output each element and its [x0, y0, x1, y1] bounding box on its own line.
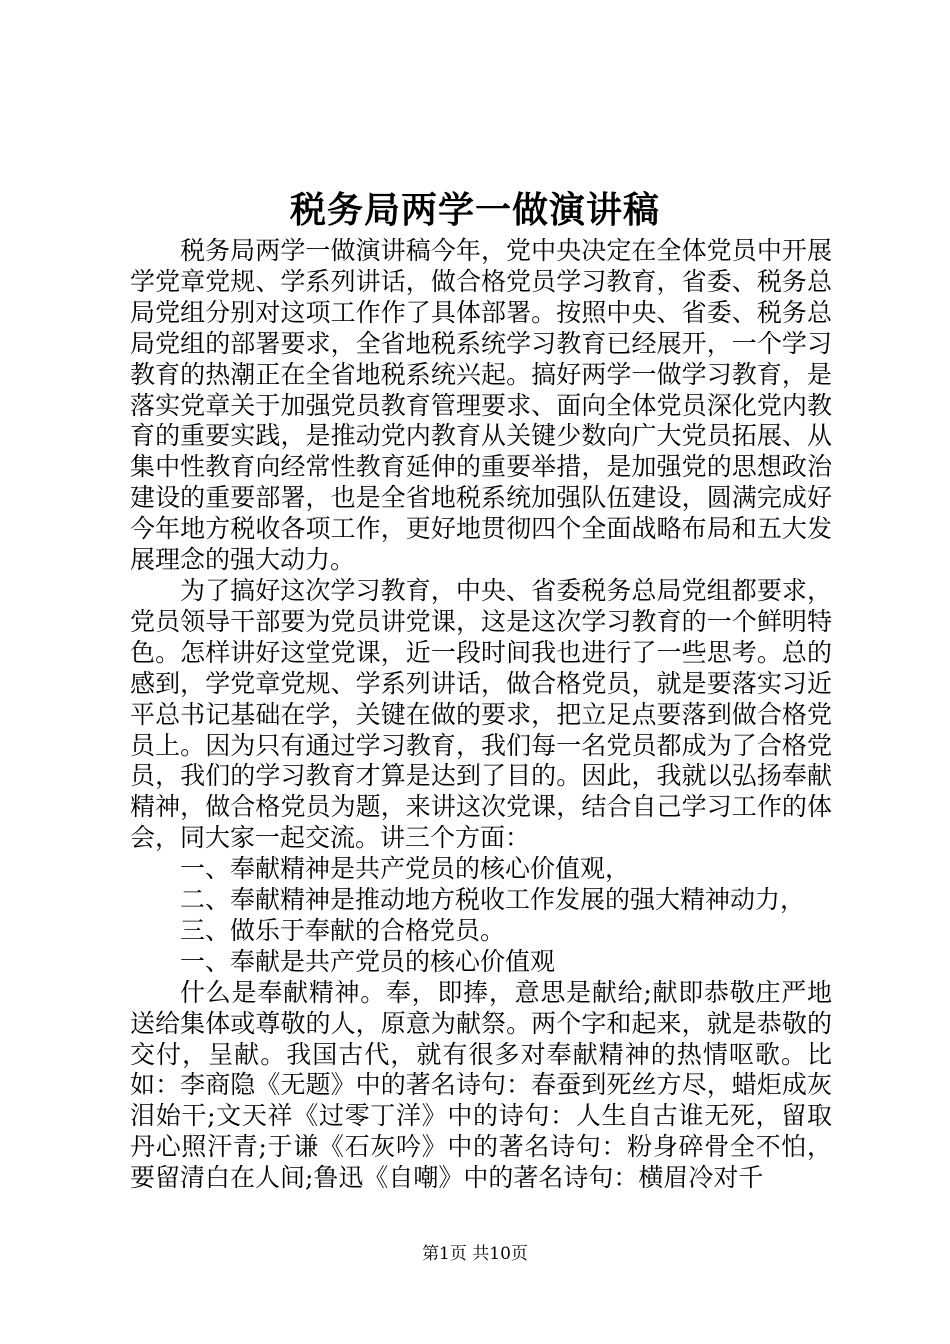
- paragraph: 二、奉献精神是推动地方税收工作发展的强大精神动力，: [180, 885, 806, 915]
- document-body: [130, 236, 832, 1194]
- page-footer: 第1页 共10页: [422, 1244, 528, 1264]
- paragraph: 一、奉献精神是共产党员的核心价值观，: [180, 854, 631, 884]
- paragraph: 税务局两学一做演讲稿今年，党中央决定在全体党员中开展学党章党规、学系列讲话，做合格党员学习教育，省委、税务总局党组分别对这项工作作了具体部署。按照中央、省委、税务总局党组的部署要求，全省地税系统学习教育已经展开，一个学习教育的热潮正在全省地税系统兴起。搞好两学一做学习教育，是落实党章关于加强党员教育管理要求、面向全体党员深化党内教育的重要实践，是推动党内教育从关键少数向广大党员拓展、从集中性教育向经常性教育延伸的重要举措，是加强党的思想政治建设的重要部署，也是全省地税系统加强队伍建设，圆满完成好今年地方税收各项工作，更好地贯彻四个全面战略布局和五大发展理念的强大动力。: [130, 236, 832, 575]
- paragraph: 一、奉献是共产党员的核心价值观: [180, 946, 556, 976]
- paragraph: 三、做乐于奉献的合格党员。: [180, 915, 506, 945]
- paragraph: 为了搞好这次学习教育，中央、省委税务总局党组都要求，党员领导干部要为党员讲党课，这是这次学习教育的一个鲜明特色。怎样讲好这堂党课，近一段时间我也进行了一些思考。总的感到，学党章党规、学系列讲话，做合格党员，就是要落实习近平总书记基础在学，关键在做的要求，把立足点要落到做合格党员上。因为只有通过学习教育，我们每一名党员都成为了合格党员，我们的学习教育才算是达到了目的。因此，我就以弘扬奉献精神，做合格党员为题，来讲这次党课，结合自己学习工作的体会，同大家一起交流。讲三个方面：: [130, 575, 832, 853]
- document-title: 税务局两学一做演讲稿: [289, 189, 660, 231]
- paragraph: 什么是奉献精神。奉，即捧，意思是献给;献即恭敬庄严地送给集体或尊敬的人，原意为献祭。两个字和起来，就是恭敬的交付，呈献。我国古代，就有很多对奉献精神的热情呕歌。比如：李商隐《无题》中的著名诗句：春蚕到死丝方尽，蜡炬成灰泪始干;文天祥《过零丁洋》中的诗句：人生自古谁无死，留取丹心照汗青;于谦《石灰吟》中的著名诗句：粉身碎骨全不怕，要留清白在人间;鲁迅《自嘲》中的著名诗句：横眉冷对千: [130, 977, 832, 1193]
